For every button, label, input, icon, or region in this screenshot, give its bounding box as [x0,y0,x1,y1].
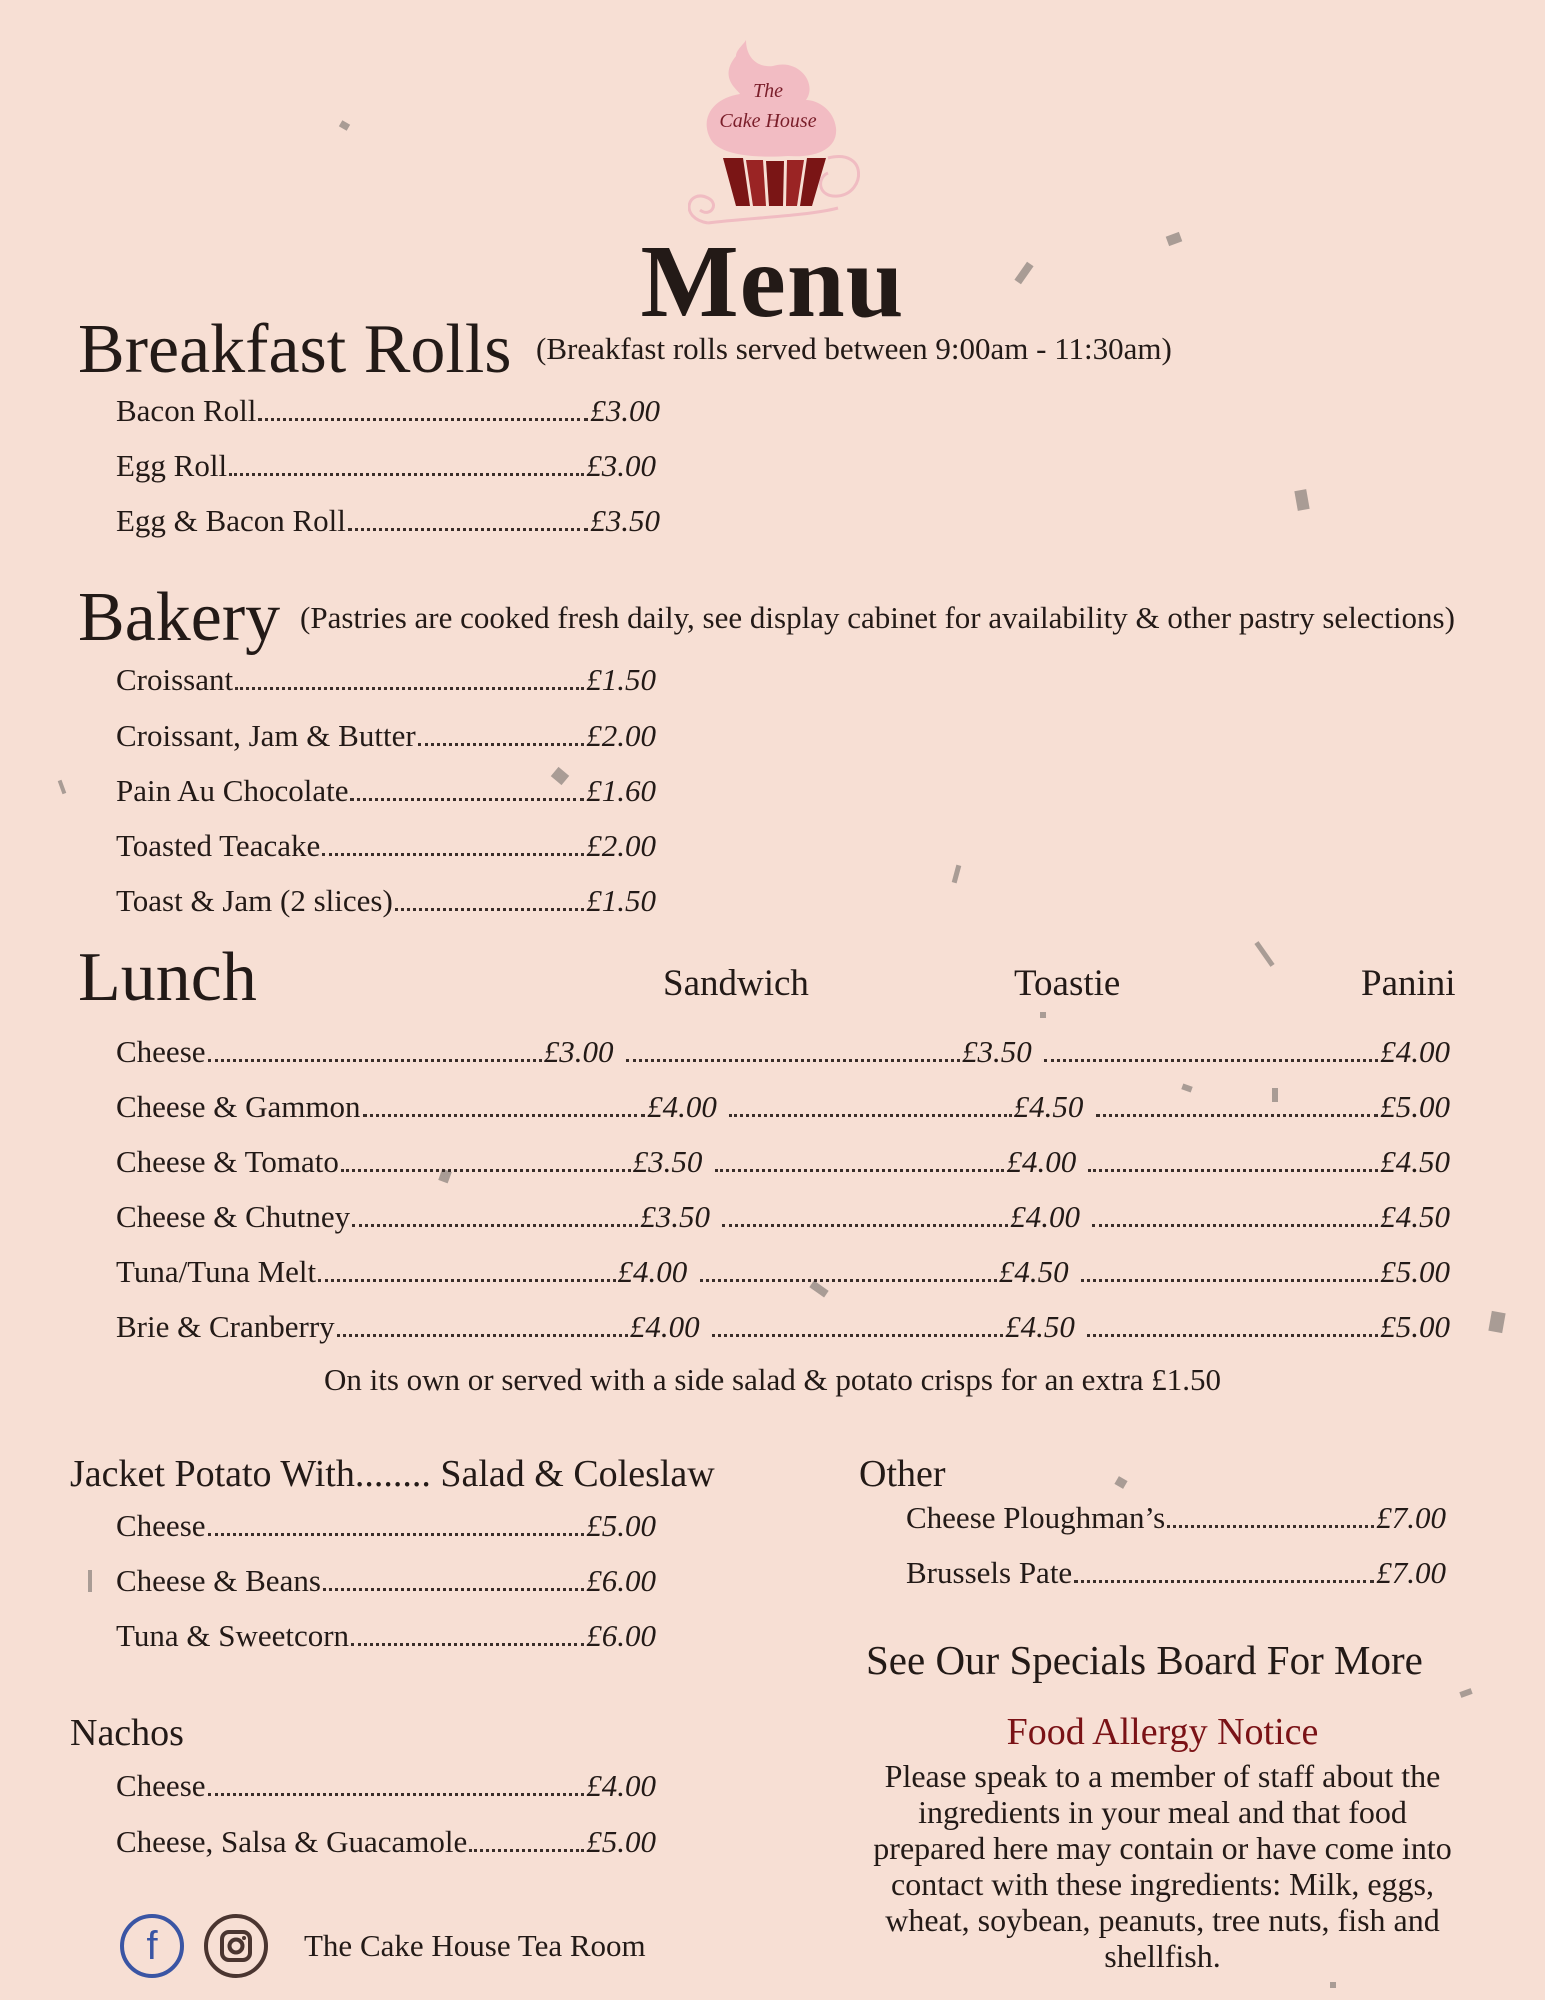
footer [120,1914,646,1978]
logo-line-2: Cake House [719,110,817,132]
allergy-notice-title: Food Allergy Notice [1006,1711,1319,1753]
menu-item: Cheese, Salsa & Guacamole £5.00 [116,1824,656,1859]
menu-item: Brussels Pate £7.00 [906,1555,1446,1590]
menu-item: Pain Au Chocolate £1.60 [116,773,656,808]
menu-item: Cheese Ploughman’s £7.00 [906,1500,1446,1535]
menu-item: Tuna & Sweetcorn £6.00 [116,1618,656,1653]
breakfast-note: (Breakfast rolls served between 9:00am - 11:30am) [536,331,1172,366]
lunch-note: On its own or served with a side salad & potato crisps for an extra £1.50 [323,1362,1222,1397]
nachos-heading: Nachos [70,1712,184,1754]
logo-line-1: The [753,80,783,102]
other-heading: Other [859,1453,946,1495]
jacket-potato-heading: Jacket Potato With........ Salad & Coleslaw [70,1453,715,1495]
menu-item: Croissant, Jam & Butter £2.00 [116,718,656,753]
menu-item: Cheese & Beans £6.00 [116,1563,656,1598]
menu-item: Toast & Jam (2 slices) £1.50 [116,883,656,918]
column-header-toastie: Toastie [1014,963,1121,1004]
menu-item: Cheese £5.00 [116,1508,656,1543]
table-row: Brie & Cranberry £4.00 £4.50 £5.00 [116,1309,1451,1344]
column-header-panini: Panini [1361,963,1456,1004]
menu-item: Egg & Bacon Roll £3.50 [116,503,660,538]
lunch-heading: Lunch [78,939,257,1016]
menu-item: Toasted Teacake £2.00 [116,828,656,863]
bakery-heading: Bakery [78,579,281,656]
menu-item: Cheese £4.00 [116,1768,656,1803]
table-row: Cheese £3.00 £3.50 £4.00 [116,1034,1450,1069]
breakfast-heading: Breakfast Rolls [78,311,512,388]
facebook-icon[interactable]: f [120,1914,184,1978]
table-row: Cheese & Gammon £4.00 £4.50 £5.00 [116,1089,1450,1124]
menu-item: Bacon Roll £3.00 [116,393,660,428]
table-row: Tuna/Tuna Melt £4.00 £4.50 £5.00 [116,1254,1450,1289]
table-row: Cheese & Chutney £3.50 £4.00 £4.50 [116,1199,1450,1234]
specials-board-note: See Our Specials Board For More [866,1637,1423,1683]
menu-item: Egg Roll £3.00 [116,448,656,483]
column-header-sandwich: Sandwich [663,963,809,1004]
page-title: Menu [640,224,905,339]
menu-item: Croissant £1.50 [116,662,656,697]
table-row: Cheese & Tomato £3.50 £4.00 £4.50 [116,1144,1451,1179]
allergy-notice-body: Please speak to a member of staff about the ingredients in your meal and that food prepared here may contain or have come into contact with these ingredients: Milk, eggs, wheat, soybean, peanuts, tree nuts, fish and shellfish. [873,1758,1452,1974]
bakery-note: (Pastries are cooked fresh daily, see display cabinet for availability & other pastry selections) [300,600,1455,635]
cake-house-logo [688,18,868,238]
instagram-icon[interactable] [204,1914,268,1978]
footer-social-name: The Cake House Tea Room [304,1928,646,1963]
